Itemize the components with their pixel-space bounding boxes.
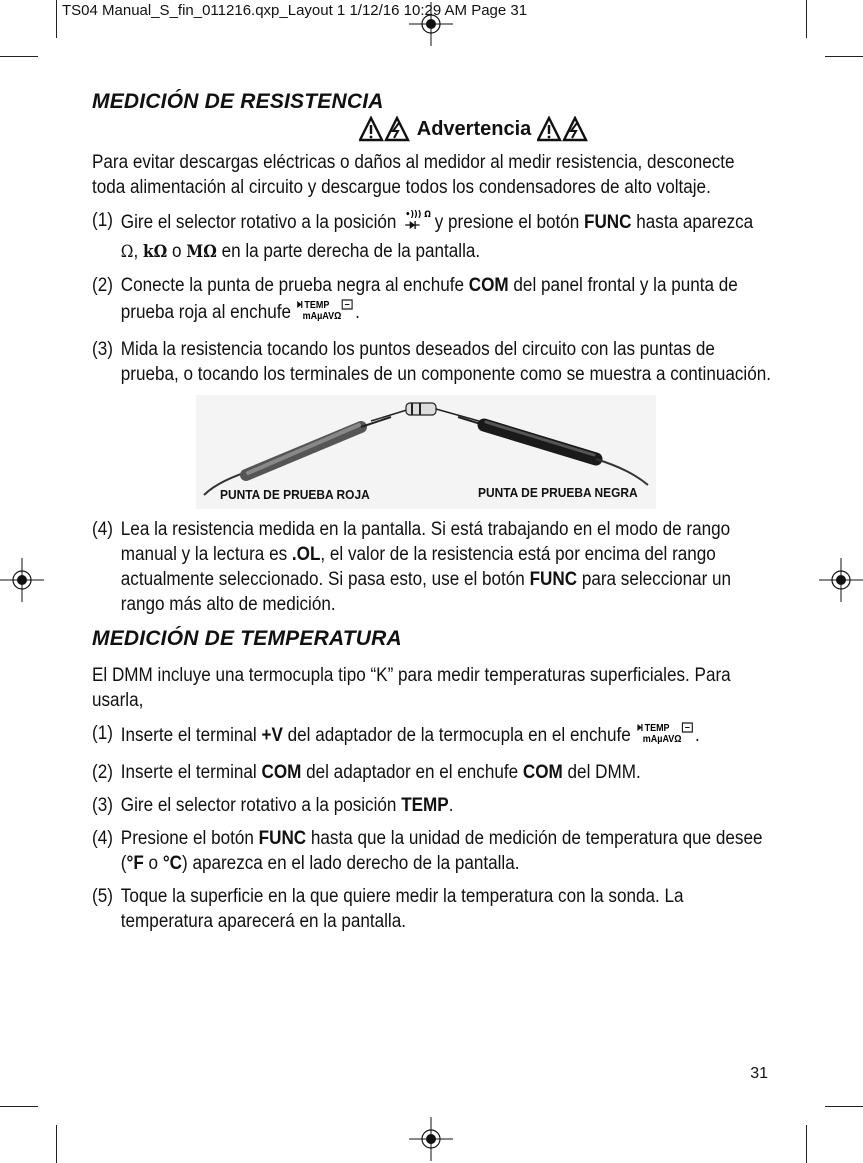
input-jack-symbol [636, 721, 695, 752]
step-number: (2) [92, 275, 113, 296]
registration-mark-icon [0, 558, 44, 602]
caption-black-lead: PUNTA DE PRUEBA NEGRA [478, 485, 638, 500]
step-text: Gire el selector rotativo a la posición TEMP. [120, 795, 454, 816]
crop-mark [806, 0, 807, 38]
crop-mark [806, 1125, 807, 1163]
input-jack-symbol [296, 298, 355, 329]
crop-mark [56, 0, 57, 38]
step-text: Conecte la punta de prueba negra al enchufe COM del panel frontal y la punta de prueba roja al enchufe TEMP mAµAVΩ . [121, 273, 773, 329]
list-item [92, 826, 772, 876]
step-number: (2) [92, 762, 113, 783]
svg-text:TEMP: TEMP [644, 722, 670, 735]
resistance-heading: MEDICIÓN DE RESISTENCIA [92, 90, 384, 113]
step-text: Mida la resistencia tocando los puntos deseados del circuito con las puntas de prueba, o tocando los terminales de un componente como se muestra a continuación. [120, 339, 771, 385]
registration-mark-icon [409, 1117, 453, 1161]
svg-text:mAµAVΩ: mAµAVΩ [642, 733, 682, 745]
crop-mark [825, 56, 863, 57]
registration-mark-icon [409, 2, 453, 46]
step-text: Inserte el terminal +V del adaptador de la termocupla en el enchufe TEMP mAµAVΩ . [121, 721, 773, 752]
page-content [92, 90, 772, 942]
temperature-heading: MEDICIÓN DE TEMPERATURA [92, 627, 402, 650]
svg-text:•))) Ω: •))) Ω [404, 209, 430, 221]
crop-mark [0, 56, 38, 57]
crop-mark [825, 1106, 863, 1107]
list-item [92, 337, 772, 387]
svg-text:TEMP: TEMP [304, 299, 330, 312]
step-number: (3) [92, 795, 113, 816]
crop-mark [0, 1106, 38, 1107]
list-item [92, 793, 772, 818]
crop-mark [56, 1125, 57, 1163]
step-number: (3) [92, 339, 113, 360]
list-item [92, 721, 772, 752]
print-slug: TS04 Manual_S_fin_011216.qxp_Layout 1 1/12/16 10:29 AM Page 31 [62, 2, 528, 19]
warning-label: Advertencia [416, 117, 532, 140]
warning-triangle-icon [537, 116, 589, 142]
step-text: Toque la superficie en la que quiere medir la temperatura con la sonda. La temperatura aparecerá en la pantalla. [120, 886, 684, 932]
step-number: (5) [92, 886, 113, 907]
step-number: (1) [92, 723, 113, 744]
test-leads-illustration [92, 395, 772, 509]
step-text: Gire el selector rotativo a la posición •))) Ω y presione el botón FUNC hasta aparezca Ω, kΩ o MΩ en la parte derecha de la pantalla. [120, 209, 754, 262]
svg-text:mAµAVΩ: mAµAVΩ [302, 310, 342, 322]
list-item [92, 208, 772, 265]
step-number: (4) [92, 828, 113, 849]
step-text: Lea la resistencia medida en la pantalla. Si está trabajando en el modo de rango manual y la lectura es .OL, el valor de la resistencia está por encima del rango actualmente seleccionado. Si pasa esto, use el botón FUNC para seleccionar un rango más alto de medición. [120, 519, 732, 615]
temperature-intro: El DMM incluye una termocupla tipo “K” para medir temperaturas superficiales. Para usarla, [92, 665, 731, 711]
registration-mark-icon [819, 558, 863, 602]
page-number: 31 [750, 1065, 768, 1082]
warning-triangle-icon [359, 116, 411, 142]
list-item [92, 884, 772, 934]
step-text: Presione el botón FUNC hasta que la unidad de medición de temperatura que desee (°F o °C) aparezca en el lado derecho de la pantalla. [120, 828, 763, 874]
list-item [92, 517, 772, 617]
list-item [92, 273, 772, 329]
resistance-intro: Para evitar descargas eléctricas o daños al medidor al medir resistencia, desconecte toda alimentación al circuito y descargue todos los condensadores de alto voltaje. [92, 152, 735, 198]
list-item [92, 760, 772, 785]
caption-red-lead: PUNTA DE PRUEBA ROJA [220, 487, 370, 502]
rotary-position-symbol [401, 208, 430, 239]
step-number: (4) [92, 519, 113, 540]
step-text: Inserte el terminal COM del adaptador en el enchufe COM del DMM. [120, 762, 641, 783]
warning-banner [176, 116, 772, 142]
step-number: (1) [92, 210, 113, 231]
